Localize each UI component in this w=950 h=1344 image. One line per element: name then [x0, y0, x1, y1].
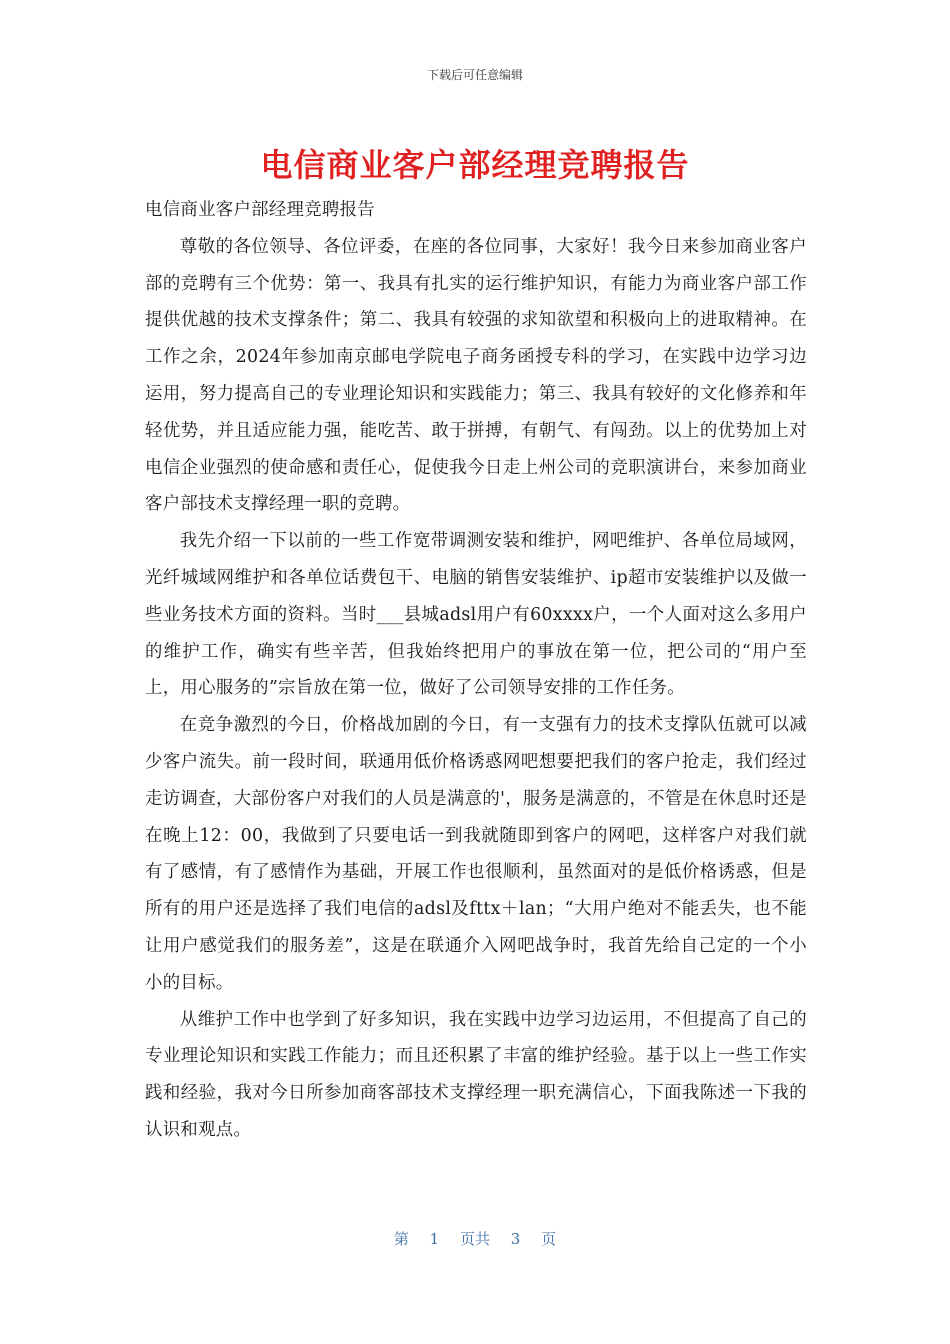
- paragraph-3: 在竞争激烈的今日，价格战加剧的今日，有一支强有力的技术支撑队伍就可以减少客户流失。前一段时间，联通用低价格诱惑网吧想要把我们的客户抢走，我们经过走访调查，大部份客户对我们的人员是满意的'，服务是满意的，不管是在休息时还是在晚上12：00，我做到了只要电话一到我就随即到客户的网吧，这样客户对我们就有了感情，有了感情作为基础，开展工作也很顺利，虽然面对的是低价格诱惑，但是所有的用户还是选择了我们电信的adsl及fttx＋lan；“大用户绝对不能丢失，也不能让用户感觉我们的服务差”，这是在联通介入网吧战争时，我首先给自己定的一个小小的目标。: [145, 715, 807, 993]
- footer-middle: 页共: [459, 1230, 490, 1248]
- header-note: 下载后可任意编辑: [426, 68, 523, 82]
- page-footer: [0, 1228, 950, 1249]
- footer-total-pages: 3: [510, 1230, 521, 1248]
- footer-suffix: 页: [541, 1230, 557, 1248]
- paragraph-1: 尊敬的各位领导、各位评委，在座的各位同事，大家好！我今日来参加商业客户部的竞聘有三个优势：第一、我具有扎实的运行维护知识，有能力为商业客户部工作提供优越的技术支撑条件；第二、我具有较强的求知欲望和积极向上的进取精神。在工作之余，2024年参加南京邮电学院电子商务函授专科的学习，在实践中边学习边运用，努力提高自己的专业理论知识和实践能力；第三、我具有较好的文化修养和年轻优势，并且适应能力强，能吃苦、敢于拼搏，有朝气、有闯劲。以上的优势加上对电信企业强烈的使命感和责任心，促使我今日走上州公司的竞职演讲台，来参加商业客户部技术支撑经理一职的竞聘。: [145, 236, 807, 515]
- footer-page-number: 1: [429, 1230, 440, 1248]
- document-subtitle: 电信商业客户部经理竞聘报告: [145, 200, 375, 220]
- paragraph-4: 从维护工作中也学到了好多知识，我在实践中边学习边运用，不但提高了自己的专业理论知识和实践工作能力；而且还积累了丰富的维护经验。基于以上一些工作实践和经验，我对今日所参加商客部技术支撑经理一职充满信心，下面我陈述一下我的认识和观点。: [145, 1009, 807, 1140]
- document-body: [145, 192, 807, 1149]
- footer-prefix: 第: [393, 1230, 409, 1248]
- document-title: 电信商业客户部经理竞聘报告: [260, 146, 690, 184]
- paragraph-2: 我先介绍一下以前的一些工作宽带调测安装和维护，网吧维护、各单位局域网，光纤城域网维护和各单位话费包干、电脑的销售安装维护、ip超市安装维护以及做一些业务技术方面的资料。当时___县城adsl用户有60xxxx户，一个人面对这么多用户的维护工作，确实有些辛苦，但我始终把用户的事放在第一位，把公司的“用户至上，用心服务的”宗旨放在第一位，做好了公司领导安排的工作任务。: [145, 531, 807, 699]
